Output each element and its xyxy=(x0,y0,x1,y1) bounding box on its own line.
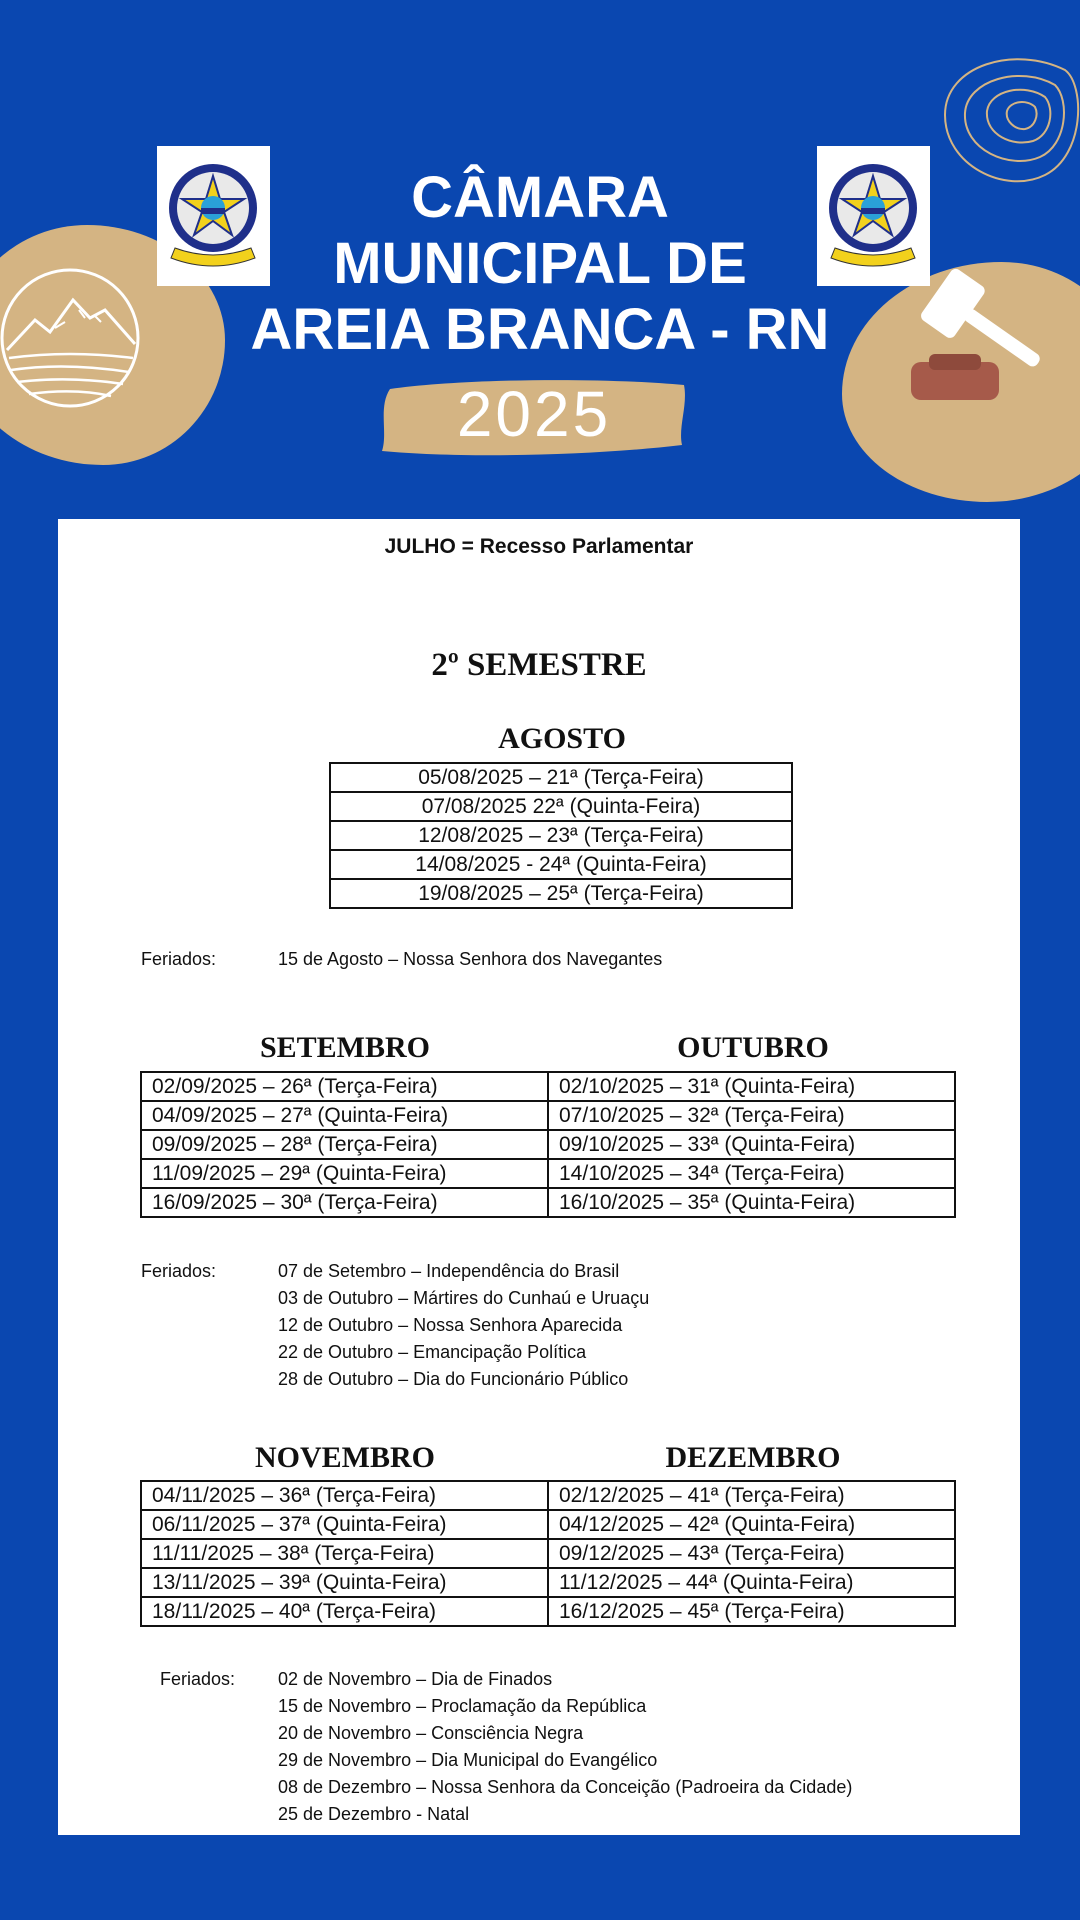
feriados-list-set-out xyxy=(278,1258,649,1393)
novembro-dezembro-table xyxy=(140,1480,956,1627)
holiday-item: 15 de Agosto – Nossa Senhora dos Navegantes xyxy=(278,949,663,969)
year-label: 2025 xyxy=(456,378,612,450)
feriados-label-agosto: Feriados: xyxy=(141,949,217,969)
feriados-list-agosto xyxy=(278,946,662,973)
session-cell: 16/12/2025 – 45ª (Terça-Feira) xyxy=(548,1597,955,1626)
table-row xyxy=(141,1481,955,1510)
month-heading-novembro: NOVEMBRO xyxy=(255,1441,435,1474)
calendar-document xyxy=(58,519,1020,1835)
session-cell: 16/09/2025 – 30ª (Terça-Feira) xyxy=(141,1188,548,1217)
session-cell: 07/10/2025 – 32ª (Terça-Feira) xyxy=(548,1101,955,1130)
table-row xyxy=(330,879,792,908)
page-title xyxy=(215,165,865,363)
session-cell: 14/08/2025 - 24ª (Quinta-Feira) xyxy=(330,850,792,879)
setembro-outubro-table xyxy=(140,1071,956,1218)
session-cell: 04/09/2025 – 27ª (Quinta-Feira) xyxy=(141,1101,548,1130)
month-heading-dezembro: DEZEMBRO xyxy=(665,1441,841,1474)
table-row xyxy=(330,763,792,792)
session-cell: 16/10/2025 – 35ª (Quinta-Feira) xyxy=(548,1188,955,1217)
session-cell: 02/09/2025 – 26ª (Terça-Feira) xyxy=(141,1072,548,1101)
semester-heading: 2º SEMESTRE xyxy=(431,647,647,683)
session-cell: 14/10/2025 – 34ª (Terça-Feira) xyxy=(548,1159,955,1188)
session-cell: 18/11/2025 – 40ª (Terça-Feira) xyxy=(141,1597,548,1626)
session-cell: 09/10/2025 – 33ª (Quinta-Feira) xyxy=(548,1130,955,1159)
table-row xyxy=(141,1539,955,1568)
table-row xyxy=(141,1597,955,1626)
holiday-item: 07 de Setembro – Independência do Brasil xyxy=(278,1261,620,1281)
feriados-list-nov-dez xyxy=(278,1666,852,1828)
holiday-item: 20 de Novembro – Consciência Negra xyxy=(278,1723,584,1743)
session-cell: 13/11/2025 – 39ª (Quinta-Feira) xyxy=(141,1568,548,1597)
session-cell: 02/12/2025 – 41ª (Terça-Feira) xyxy=(548,1481,955,1510)
session-cell: 04/12/2025 – 42ª (Quinta-Feira) xyxy=(548,1510,955,1539)
session-cell: 11/11/2025 – 38ª (Terça-Feira) xyxy=(141,1539,548,1568)
table-row xyxy=(330,850,792,879)
holiday-item: 22 de Outubro – Emancipação Política xyxy=(278,1342,587,1362)
mountain-landscape-icon xyxy=(0,258,145,418)
holiday-item: 28 de Outubro – Dia do Funcionário Público xyxy=(278,1369,629,1389)
month-heading-agosto: AGOSTO xyxy=(498,722,626,755)
table-row xyxy=(141,1101,955,1130)
recesso-note: JULHO = Recesso Parlamentar xyxy=(384,535,694,558)
session-cell: 11/12/2025 – 44ª (Quinta-Feira) xyxy=(548,1568,955,1597)
holiday-item: 12 de Outubro – Nossa Senhora Aparecida xyxy=(278,1315,623,1335)
table-row xyxy=(330,792,792,821)
title-line-2: MUNICIPAL DE xyxy=(333,231,747,296)
table-row xyxy=(141,1188,955,1217)
session-cell: 06/11/2025 – 37ª (Quinta-Feira) xyxy=(141,1510,548,1539)
session-cell: 11/09/2025 – 29ª (Quinta-Feira) xyxy=(141,1159,548,1188)
table-row xyxy=(141,1159,955,1188)
title-line-1: CÂMARA xyxy=(411,165,669,230)
title-line-3: AREIA BRANCA - RN xyxy=(250,297,830,362)
month-heading-outubro: OUTUBRO xyxy=(677,1031,829,1064)
feriados-label-nov-dez: Feriados: xyxy=(160,1669,236,1689)
holiday-item: 25 de Dezembro - Natal xyxy=(278,1804,470,1824)
feriados-label-set-out: Feriados: xyxy=(141,1261,217,1281)
header-banner xyxy=(0,0,1080,520)
holiday-item: 02 de Novembro – Dia de Finados xyxy=(278,1669,553,1689)
table-row xyxy=(141,1510,955,1539)
session-cell: 02/10/2025 – 31ª (Quinta-Feira) xyxy=(548,1072,955,1101)
session-cell: 09/09/2025 – 28ª (Terça-Feira) xyxy=(141,1130,548,1159)
holiday-item: 08 de Dezembro – Nossa Senhora da Conceição (Padroeira da Cidade) xyxy=(278,1777,853,1797)
holiday-item: 15 de Novembro – Proclamação da República xyxy=(278,1696,647,1716)
topographic-lines-icon xyxy=(935,45,1080,190)
session-cell: 04/11/2025 – 36ª (Terça-Feira) xyxy=(141,1481,548,1510)
holiday-item: 03 de Outubro – Mártires do Cunhaú e Uruaçu xyxy=(278,1288,650,1308)
session-cell: 12/08/2025 – 23ª (Terça-Feira) xyxy=(330,821,792,850)
holiday-item: 29 de Novembro – Dia Municipal do Evangélico xyxy=(278,1750,658,1770)
session-cell: 07/08/2025 22ª (Quinta-Feira) xyxy=(330,792,792,821)
session-cell: 09/12/2025 – 43ª (Terça-Feira) xyxy=(548,1539,955,1568)
session-cell: 19/08/2025 – 25ª (Terça-Feira) xyxy=(330,879,792,908)
session-cell: 05/08/2025 – 21ª (Terça-Feira) xyxy=(330,763,792,792)
month-heading-setembro: SETEMBRO xyxy=(259,1031,431,1064)
table-row xyxy=(141,1072,955,1101)
table-row xyxy=(141,1130,955,1159)
table-row xyxy=(330,821,792,850)
table-row xyxy=(141,1568,955,1597)
agosto-table xyxy=(329,762,793,909)
